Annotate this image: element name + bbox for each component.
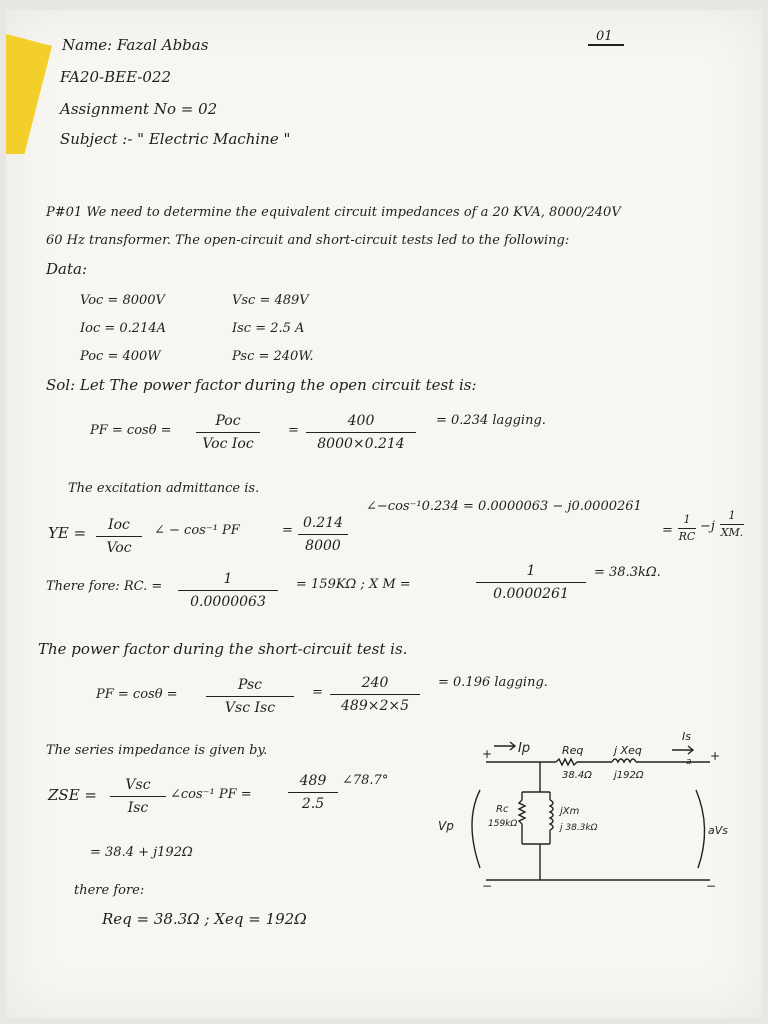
xm-denominator: 0.0000261 — [493, 586, 569, 602]
zse-result: = 38.4 + j192Ω — [90, 845, 193, 860]
xm-fraction — [476, 562, 586, 603]
pf-oc-numerator-2: 400 — [347, 413, 375, 429]
plus-right: + — [710, 749, 721, 763]
zse-denominator-2: 2.5 — [301, 796, 325, 812]
pf-sc-numerator-2: 240 — [361, 675, 389, 691]
final-answer: Req = 38.3Ω ; Xeq = 192Ω — [102, 910, 307, 928]
ye-minus-j: −j — [700, 519, 715, 534]
ye-angle: ∠ − cos⁻¹ PF — [154, 523, 240, 538]
student-name: Name: Fazal Abbas — [62, 36, 209, 54]
pf-oc-denominator: Voc Ioc — [202, 436, 254, 452]
pf-sc-fraction — [206, 676, 294, 717]
ye-denominator-2: 8000 — [305, 538, 341, 554]
pf-sc-denominator-2: 489×2×5 — [341, 698, 409, 714]
zse-numerator-2: 489 — [299, 773, 327, 789]
is-denominator: a — [686, 757, 692, 767]
pf-sc-lhs: PF = cosθ = — [96, 687, 178, 702]
jxm-value: j 38.3kΩ — [560, 823, 598, 833]
req-value: 38.4Ω — [562, 770, 592, 781]
pf-sc-denominator: Vsc Isc — [224, 700, 276, 716]
equals: = — [282, 523, 293, 538]
subject-line: Subject :- " Electric Machine " — [60, 130, 291, 148]
equals: = — [662, 523, 673, 538]
voc-value: Voc = 8000V — [80, 293, 165, 308]
ye-result: ∠−cos⁻¹0.234 = 0.0000063 − j0.0000261 — [366, 499, 642, 514]
ye-numerator-2: 0.214 — [302, 515, 344, 531]
rc-denominator: 0.0000063 — [190, 594, 266, 610]
rc-numerator: 1 — [223, 571, 233, 587]
jxm-label: jXm — [560, 806, 580, 817]
pf-sc-numerator: Psc — [237, 677, 263, 693]
minus-left: − — [482, 879, 493, 893]
excitation-heading: The excitation admittance is. — [68, 481, 260, 496]
isc-value: Isc = 2.5 A — [232, 321, 305, 336]
page-number-underline — [588, 44, 624, 46]
rc-result: = 159KΩ ; X M = — [296, 577, 411, 592]
equals: = — [288, 423, 299, 438]
zse-numerator: Vsc — [125, 777, 151, 793]
solution-intro: Sol: Let The power factor during the open circuit test is: — [46, 376, 477, 394]
pf-oc-fraction-2 — [306, 412, 416, 453]
is-numerator: Is — [682, 730, 691, 743]
ye-fraction-2 — [298, 514, 348, 555]
ye-lhs: YE = — [48, 524, 87, 542]
notebook-page — [6, 10, 762, 1018]
zse-fraction-2 — [288, 772, 338, 813]
pf-oc-fraction — [196, 412, 260, 453]
ioc-value: Ioc = 0.214A — [80, 321, 167, 336]
rc-fraction — [178, 570, 278, 611]
therefore-final: there fore: — [74, 883, 145, 898]
assignment-number: Assignment No = 02 — [60, 100, 218, 118]
zse-fraction — [110, 776, 166, 817]
therefore-rc: There fore: RC. = — [46, 579, 163, 594]
short-circuit-heading: The power factor during the short-circuit test is. — [38, 640, 408, 658]
ye-numerator: Ioc — [108, 517, 130, 533]
minus-right: − — [706, 879, 717, 893]
pf-oc-denominator-2: 8000×0.214 — [317, 436, 405, 452]
pf-oc-result: = 0.234 lagging. — [436, 413, 546, 428]
zse-lhs: ZSE = — [48, 786, 97, 804]
ye-rc-numerator: 1 — [683, 513, 691, 526]
ip-label: Ip — [518, 741, 531, 756]
data-label: Data: — [46, 260, 87, 278]
plus-left: + — [482, 747, 493, 761]
pf-sc-result: = 0.196 lagging. — [438, 675, 548, 690]
zse-angle: ∠cos⁻¹ PF = — [170, 787, 252, 802]
equivalent-circuit-diagram — [416, 730, 746, 900]
pf-oc-numerator: Poc — [215, 413, 241, 429]
xm-result: = 38.3kΩ. — [594, 565, 661, 580]
ye-xm-fraction — [720, 510, 744, 539]
page-number: 01 — [596, 29, 613, 44]
xm-numerator: 1 — [526, 563, 536, 579]
vsc-value: Vsc = 489V — [232, 293, 309, 308]
rc-label: Rc — [496, 804, 509, 815]
yellow-tab — [6, 34, 52, 154]
vp-label: Vp — [438, 819, 454, 833]
pf-oc-lhs: PF = cosθ = — [90, 423, 172, 438]
registration-number: FA20-BEE-022 — [60, 68, 171, 86]
zse-denominator: Isc — [127, 800, 149, 816]
jxeq-label: j Xeq — [614, 744, 642, 757]
avs-label: aVs — [708, 824, 728, 837]
poc-value: Poc = 400W — [80, 349, 161, 364]
ye-fraction — [96, 516, 142, 557]
ye-rc-fraction — [678, 514, 696, 543]
psc-value: Psc = 240W. — [232, 349, 314, 364]
req-label: Req — [562, 744, 584, 757]
ye-rc-denominator: RC — [678, 530, 696, 543]
jxeq-value: j192Ω — [614, 770, 644, 781]
ye-xm-denominator: XM. — [720, 526, 744, 539]
zse-angle-2: ∠78.7° — [342, 773, 389, 788]
ye-denominator: Voc — [106, 540, 132, 556]
problem-line-2: 60 Hz transformer. The open-circuit and short-circuit tests led to the following: — [46, 233, 570, 248]
problem-line-1: P#01 We need to determine the equivalent circuit impedances of a 20 KVA, 8000/240V — [46, 205, 621, 220]
pf-sc-fraction-2 — [330, 674, 420, 715]
ye-xm-numerator: 1 — [728, 509, 736, 522]
series-impedance-heading: The series impedance is given by. — [46, 743, 268, 758]
equals: = — [312, 685, 323, 700]
rc-value: 159kΩ — [488, 819, 518, 829]
